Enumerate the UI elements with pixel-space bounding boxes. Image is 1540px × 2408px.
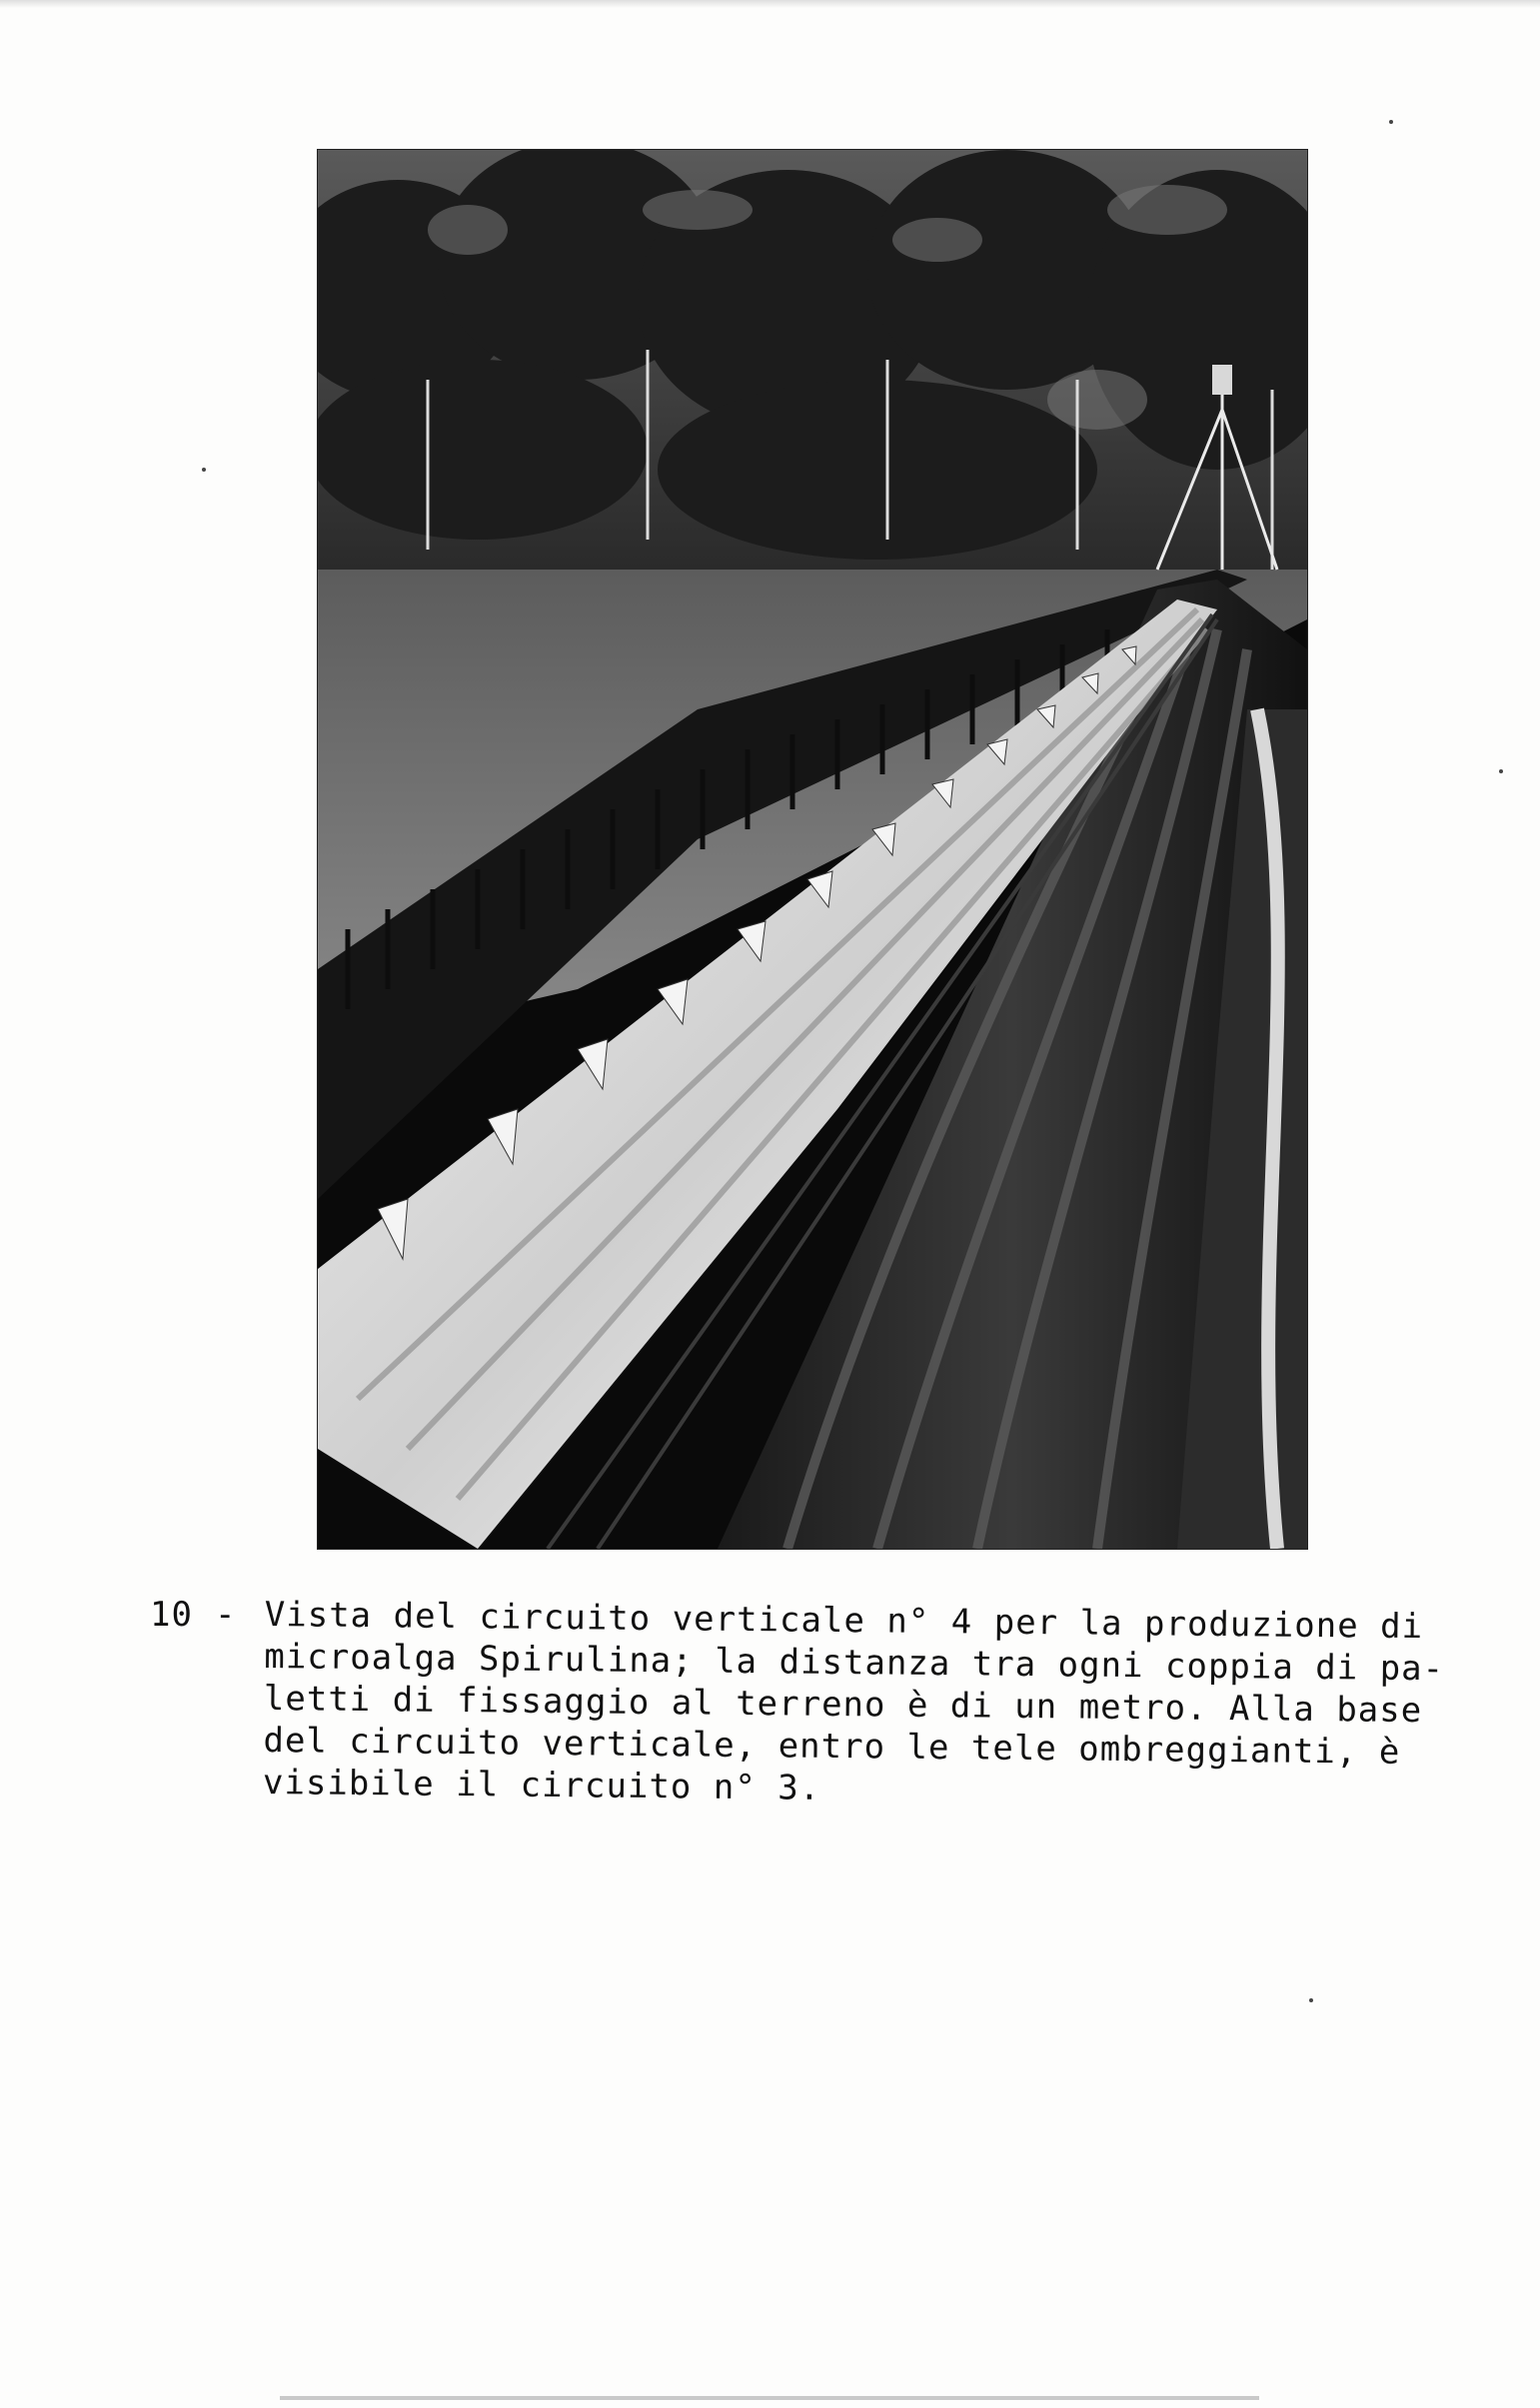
photograph-icon [318, 150, 1307, 1549]
caption-line: letti di fissaggio al terreno è di un metro. Alla base [263, 1678, 1423, 1732]
figure-number: 10 [150, 1595, 193, 1635]
page-bottom-edge [280, 2396, 1259, 2400]
caption-dash: - [215, 1595, 237, 1635]
speck [1499, 769, 1503, 773]
speck [1309, 1998, 1313, 2002]
speck [1389, 120, 1393, 124]
caption-line: Vista del circuito verticale n° 4 per la produzione di [264, 1595, 1424, 1648]
speck [202, 468, 206, 472]
caption-line: del circuito verticale, entro le tele ombreggianti, è [263, 1720, 1401, 1773]
page-top-edge [0, 0, 1540, 8]
figure-caption [150, 1594, 1445, 1808]
caption-line: visibile il circuito n° 3. [262, 1762, 821, 1808]
caption-text [263, 1594, 1445, 1815]
caption-line: microalga Spirulina; la distanza tra ogni coppia di pa- [264, 1636, 1445, 1690]
photograph [318, 150, 1307, 1549]
